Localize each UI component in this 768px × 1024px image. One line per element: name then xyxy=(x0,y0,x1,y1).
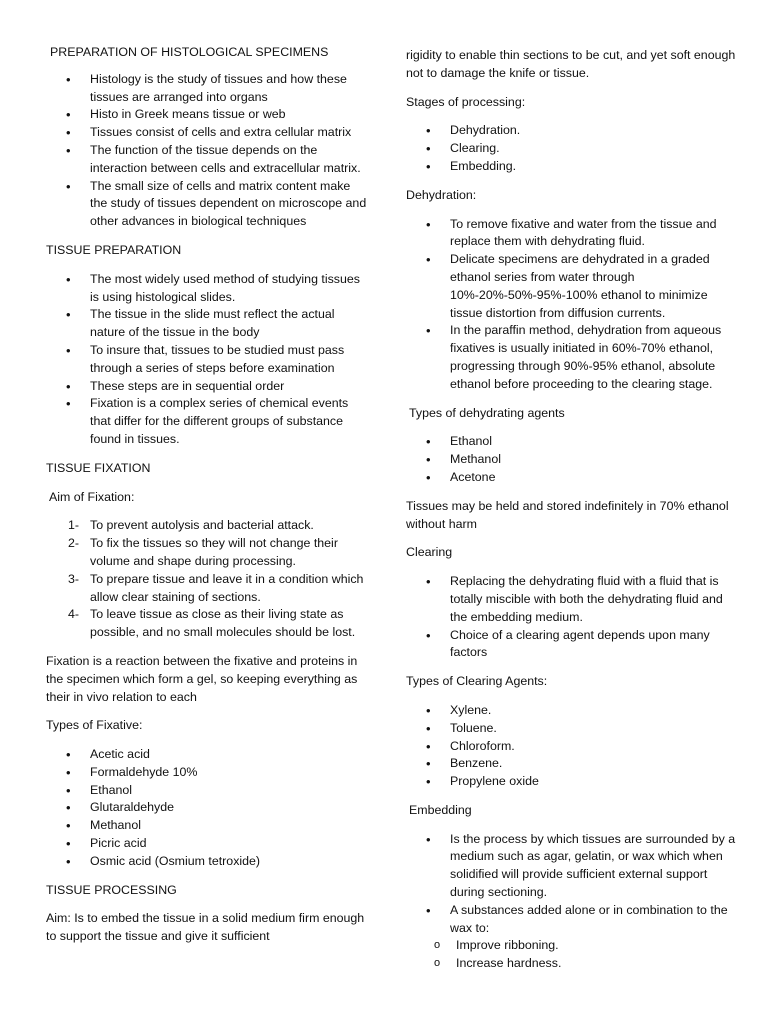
list-item: • Xylene. xyxy=(406,702,736,720)
intro-list xyxy=(46,71,368,231)
list-item: 1- To prevent autolysis and bacterial attack. xyxy=(68,518,314,533)
list-item: • Ethanol xyxy=(46,782,368,800)
list-item: o Improve ribboning. xyxy=(406,937,736,955)
list-item: • Fixation is a complex series of chemical events that differ for the different groups of substance found in tissues. xyxy=(46,395,368,448)
tissue-fixation-heading: TISSUE FIXATION xyxy=(46,460,151,475)
list-item: • Benzene. xyxy=(406,755,736,773)
list-item: 4- To leave tissue as close as their living state as possible, and no small molecules should be lost. xyxy=(68,607,356,640)
list-item: • Chloroform. xyxy=(406,738,736,756)
list-item: • Glutaraldehyde xyxy=(46,799,368,817)
continuation-paragraph: rigidity to enable thin sections to be cut, and yet soft enough not to damage the knife or tissue. xyxy=(406,48,736,80)
list-item: • To remove fixative and water from the tissue and replace them with dehydrating fluid. xyxy=(406,216,736,252)
list-item: • Acetic acid xyxy=(46,746,368,764)
list-item: • Clearing. xyxy=(406,140,736,158)
stages-heading: Stages of processing: xyxy=(406,94,526,109)
list-item: 3- To prepare tissue and leave it in a condition which allow clear staining of sections. xyxy=(68,571,364,604)
list-item: • Toluene. xyxy=(406,720,736,738)
embedding-list xyxy=(406,831,736,938)
dehydrating-agents-heading: Types of dehydrating agents xyxy=(409,405,565,420)
storage-note: Tissues may be held and stored indefinitely in 70% ethanol without harm xyxy=(406,498,729,531)
list-item: • Ethanol xyxy=(406,433,736,451)
list-item: • Histology is the study of tissues and how these tissues are arranged into organs xyxy=(46,71,368,107)
processing-aim-paragraph: Aim: Is to embed the tissue in a solid medium firm enough to support the tissue and give it sufficient xyxy=(46,911,365,944)
list-item: 2- To fix the tissues so they will not change their volume and shape during processing. xyxy=(68,536,338,568)
clearing-agents-list xyxy=(406,702,736,791)
aim-of-fixation-heading: Aim of Fixation: xyxy=(49,489,135,504)
stages-list xyxy=(406,122,736,175)
list-item: • The function of the tissue depends on the interaction between cells and extracellular matrix. xyxy=(46,142,368,178)
list-item: • Propylene oxide xyxy=(406,773,736,791)
list-item: • Embedding. xyxy=(406,158,736,176)
list-item: • Tissues consist of cells and extra cellular matrix xyxy=(46,124,368,142)
list-item: • Picric acid xyxy=(46,835,368,853)
tissue-preparation-list xyxy=(46,271,368,449)
list-item: • To insure that, tissues to be studied must pass through a series of steps before examination xyxy=(46,342,368,378)
fixative-types-list xyxy=(46,746,368,871)
aim-list xyxy=(46,517,368,642)
clearing-agents-heading: Types of Clearing Agents: xyxy=(406,674,548,689)
left-column xyxy=(46,44,368,946)
list-item: • Formaldehyde 10% xyxy=(46,764,368,782)
list-item: • Acetone xyxy=(406,469,736,487)
document-title: PREPARATION OF HISTOLOGICAL SPECIMENS xyxy=(50,45,329,59)
list-item: • The most widely used method of studying tissues is using histological slides. xyxy=(46,271,368,307)
list-item: • Osmic acid (Osmium tetroxide) xyxy=(46,853,368,871)
list-item: • The small size of cells and matrix content make the study of tissues dependent on microscope and other advances in biological techniques xyxy=(46,178,368,231)
list-item: • Replacing the dehydrating fluid with a fluid that is totally miscible with both the dehydrating fluid and the embedding medium. xyxy=(406,573,736,626)
clearing-list xyxy=(406,573,736,662)
list-item: • Methanol xyxy=(406,451,736,469)
tissue-preparation-heading: TISSUE PREPARATION xyxy=(46,242,182,257)
fixation-paragraph: Fixation is a reaction between the fixative and proteins in the specimen which form a gel, so keeping everything as their in vivo relation to each xyxy=(46,653,358,704)
fixative-types-heading: Types of Fixative: xyxy=(46,718,143,733)
list-item: • In the paraffin method, dehydration from aqueous fixatives is usually initiated in 60%-70% ethanol, progressing through 90%-95% ethanol, absolute ethanol before proceeding to the clearing stage. xyxy=(406,322,736,393)
list-item: • A substances added alone or in combination to the wax to: xyxy=(406,902,736,938)
embedding-heading: Embedding xyxy=(409,802,472,817)
right-column xyxy=(406,47,736,973)
dehydration-list xyxy=(406,216,736,394)
list-item: • Dehydration. xyxy=(406,122,736,140)
tissue-processing-heading: TISSUE PROCESSING xyxy=(46,882,177,897)
embedding-sub-list xyxy=(406,937,736,973)
clearing-heading: Clearing xyxy=(406,545,453,560)
dehydration-heading: Dehydration: xyxy=(406,187,477,202)
list-item: • Histo in Greek means tissue or web xyxy=(46,106,368,124)
list-item: • The tissue in the slide must reflect the actual nature of the tissue in the body xyxy=(46,306,368,342)
dehydrating-agents-list xyxy=(406,433,736,486)
list-item: • Delicate specimens are dehydrated in a graded ethanol series from water through 10%-20%-50%-95%-100% ethanol to minimize tissue distortion from diffusion currents. xyxy=(406,251,736,322)
list-item: • These steps are in sequential order xyxy=(46,378,368,396)
list-item: • Choice of a clearing agent depends upon many factors xyxy=(406,627,736,663)
list-item: • Methanol xyxy=(46,817,368,835)
list-item: o Increase hardness. xyxy=(406,955,736,973)
list-item: • Is the process by which tissues are surrounded by a medium such as agar, gelatin, or wax which when solidified will provide sufficient external support during sectioning. xyxy=(406,831,736,902)
